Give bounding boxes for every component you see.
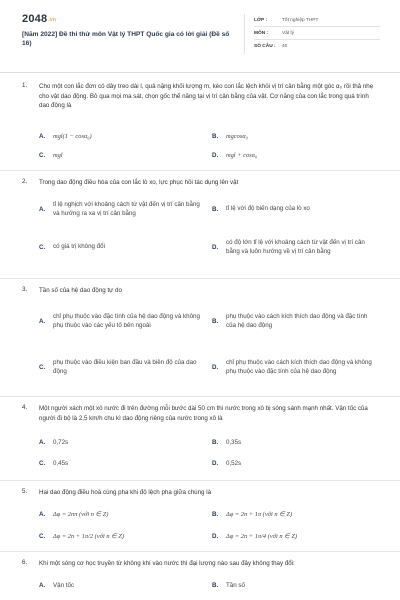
question-separator	[0, 170, 400, 171]
question-number: 6.	[22, 559, 28, 566]
option-d[interactable]	[212, 352, 382, 382]
question-text: Trong dao động điều hòa của con lắc lò xo, lực phục hồi tác dụng lên vật	[39, 179, 239, 186]
option-letter: D.	[212, 363, 219, 371]
logo[interactable]	[22, 13, 56, 25]
option-letter: D.	[212, 460, 219, 468]
meta-row-class	[254, 14, 380, 27]
question-number: 5.	[22, 488, 28, 495]
option-text: phụ thuộc vào cách kích thích dao động và đặc tính của hệ dao động	[226, 312, 368, 329]
option-b[interactable]	[212, 510, 382, 519]
option-a[interactable]	[39, 438, 209, 447]
question-text: Một người xách một xô nước đi trên đường mỗi bước dài 50 cm thì nước trong xô bị sóng sánh mạnh nhất. Vận tốc của người đi bộ là 2,5 km/h chu kì dao động riêng của nước trong xô là	[39, 405, 368, 422]
option-text: Vận tốc	[53, 582, 74, 589]
logo-tld: .vn	[48, 17, 57, 23]
option-text: mgcosα₀	[226, 133, 248, 140]
option-text: Δφ = 2n + 1π (với n ∈ Z)	[226, 511, 293, 518]
question-text: Khi một sóng cơ học truyền từ không khí vào nước thì đại lượng nào sau đây không thay đổi:	[39, 560, 295, 567]
option-b[interactable]	[212, 132, 382, 141]
option-letter: B.	[212, 511, 219, 519]
option-a[interactable]	[39, 510, 209, 519]
option-text: chỉ phụ thuộc vào đặc tính của hệ dao động và không phụ thuộc vào các yếu tố bên ngoài	[53, 312, 200, 329]
option-text: mgl(1 − cosα₀)	[53, 133, 92, 140]
option-b[interactable]	[212, 306, 382, 336]
meta-key: LỚP :	[254, 17, 268, 23]
question-separator	[0, 278, 400, 279]
meta-row-count	[254, 40, 380, 53]
question-text: Hai dao động điều hoà cùng pha khi độ lệch pha giữa chúng là	[39, 489, 212, 496]
option-letter: A.	[39, 439, 46, 447]
option-text: Δφ = 2n + 1π/2 (với n ∈ Z)	[53, 533, 125, 540]
option-text: có độ lớn tỉ lệ với khoảng cách từ vật đến vị trí cân bằng và luôn hướng về vị trí cân bằng	[226, 238, 365, 255]
option-text: 0,52s	[226, 460, 242, 467]
option-b[interactable]	[212, 581, 382, 590]
option-text: 0,35s	[226, 439, 242, 446]
option-c[interactable]	[39, 352, 209, 382]
option-text: Tần số	[226, 582, 245, 589]
option-c[interactable]	[39, 232, 209, 262]
meta-value: Vật lý	[282, 30, 294, 36]
option-text: có giá trị không đổi	[53, 243, 105, 251]
option-text: Δφ = 2n + 1π/4 (với n ∈ Z)	[226, 533, 298, 540]
question-separator	[0, 551, 400, 552]
header-rule	[0, 72, 400, 73]
option-d[interactable]	[212, 532, 382, 541]
header	[0, 0, 400, 70]
question-text: Cho một con lắc đơn có dây treo dài l, quả nặng khối lượng m, kéo con lắc lệch khỏi vị trí cân bằng một góc α₀ rồi thả nhẹ cho vật dao động. Bỏ qua mọi ma sát, chọn gốc thế năng tại vị trí cân bằng của vật. Cơ năng của con lắc trong quá trình dao động là	[39, 83, 374, 110]
option-letter: B.	[212, 205, 219, 213]
option-letter: C.	[39, 152, 46, 160]
question-separator	[0, 396, 400, 397]
option-d[interactable]	[212, 459, 382, 468]
exam-title: [Năm 2022] Đề thi thử môn Vật lý THPT Quốc gia có lời giải (Đề số 16)	[22, 31, 230, 47]
option-b[interactable]	[212, 198, 382, 220]
logo-text: 2048	[22, 13, 48, 25]
meta-row-subject	[254, 27, 380, 40]
option-c[interactable]	[39, 151, 209, 160]
option-letter: D.	[212, 243, 219, 251]
option-letter: D.	[212, 152, 219, 160]
option-text: mgl	[53, 152, 63, 159]
meta-value: Tốt nghiệp THPT	[282, 17, 319, 23]
header-divider	[244, 14, 245, 54]
option-letter: A.	[39, 133, 46, 141]
option-text: Δφ = 2nπ (với n ∈ Z)	[53, 511, 109, 518]
option-a[interactable]	[39, 581, 209, 590]
option-letter: A.	[39, 205, 46, 213]
option-text: tỉ lệ với độ biến dạng của lò xo	[226, 205, 310, 213]
option-letter: A.	[39, 317, 46, 325]
question-number: 3.	[22, 286, 28, 293]
meta-key: MÔN :	[254, 30, 269, 36]
option-letter: C.	[39, 363, 46, 371]
option-d[interactable]	[212, 151, 382, 160]
option-d[interactable]	[212, 232, 382, 262]
option-text: 0,72s	[53, 439, 69, 446]
option-letter: B.	[212, 317, 219, 325]
option-letter: C.	[39, 243, 46, 251]
option-b[interactable]	[212, 438, 382, 447]
option-text: mgl + cosα₀	[226, 152, 258, 159]
question-separator	[0, 480, 400, 481]
option-letter: B.	[212, 439, 219, 447]
option-letter: A.	[39, 582, 46, 590]
question-number: 2.	[22, 178, 28, 185]
option-text: 0,45s	[53, 460, 69, 467]
question-number: 4.	[22, 404, 28, 411]
option-c[interactable]	[39, 532, 209, 541]
option-a[interactable]	[39, 198, 209, 220]
option-letter: C.	[39, 460, 46, 468]
option-letter: C.	[39, 533, 46, 541]
exam-meta	[254, 14, 380, 53]
option-text: phụ thuộc vào điều kiện ban đầu và biên độ của dao động	[53, 358, 197, 375]
option-letter: A.	[39, 511, 46, 519]
meta-value: 40	[282, 44, 288, 49]
option-a[interactable]	[39, 132, 209, 141]
option-letter: D.	[212, 533, 219, 541]
question-number: 1.	[22, 82, 28, 89]
option-letter: B.	[212, 582, 219, 590]
option-a[interactable]	[39, 306, 209, 336]
option-text: tỉ lệ nghịch với khoảng cách từ vật đến vị trí cân bằng và hướng ra xa vị trí cân bằng	[53, 200, 200, 217]
option-text: chỉ phụ thuộc vào cách kích thích dao động và không phụ thuộc vào đặc tính của hệ dao động	[226, 358, 372, 375]
meta-key: SỐ CÂU :	[254, 44, 276, 49]
question-text: Tần số của hệ dao động tự do	[39, 287, 122, 294]
option-c[interactable]	[39, 459, 209, 468]
option-letter: B.	[212, 133, 219, 141]
